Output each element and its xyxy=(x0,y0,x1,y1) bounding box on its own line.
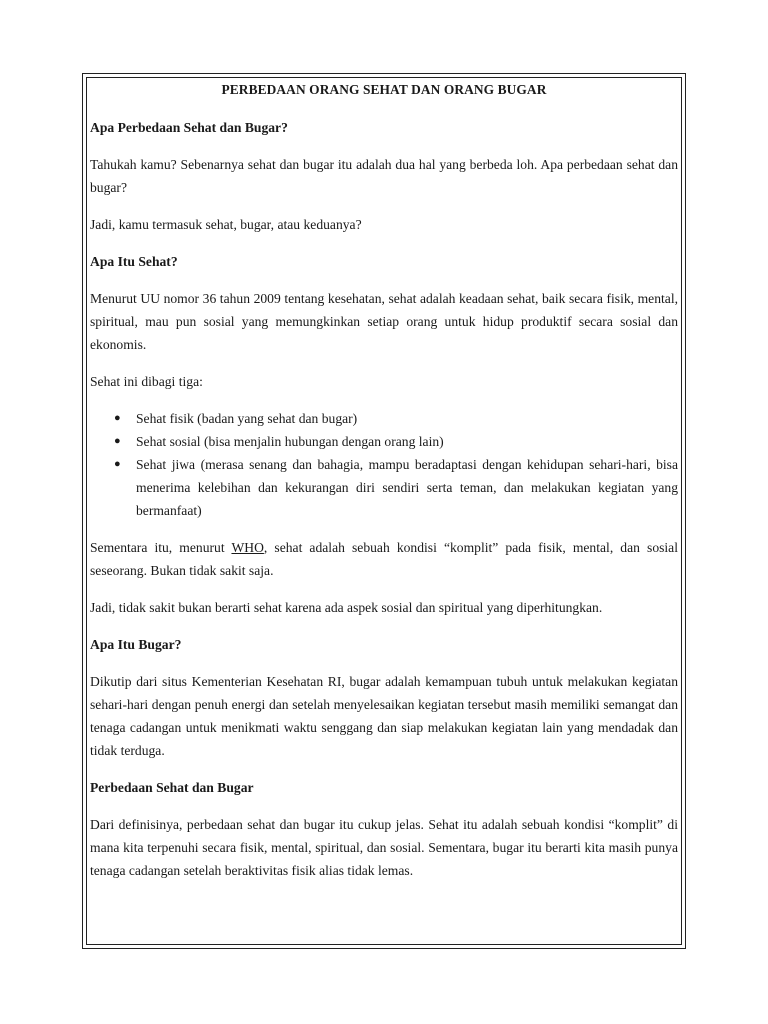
section-heading-sehat: Apa Itu Sehat? xyxy=(90,254,178,269)
paragraph: Sehat ini dibagi tiga: xyxy=(90,374,203,389)
paragraph: Dari definisinya, perbedaan sehat dan bugar itu cukup jelas. Sehat itu adalah sebuah kondisi “komplit” di mana kita terpenuhi secara fisik, mental, spiritual, dan sosial. Sementara, bugar itu berarti kita masih punya tenaga cadangan setelah beraktivitas fisik alias tidak lemas. xyxy=(90,817,678,878)
list-item xyxy=(90,407,678,430)
document-title: PERBEDAAN ORANG SEHAT DAN ORANG BUGAR xyxy=(221,82,547,97)
bullet-list xyxy=(90,407,678,522)
section-heading-difference: Apa Perbedaan Sehat dan Bugar? xyxy=(90,120,288,135)
bullet-icon: ● xyxy=(114,435,121,447)
paragraph: Jadi, tidak sakit bukan berarti sehat karena ada aspek sosial dan spiritual yang diperhitungkan. xyxy=(90,600,603,615)
paragraph: Menurut UU nomor 36 tahun 2009 tentang kesehatan, sehat adalah keadaan sehat, baik secara fisik, mental, spiritual, mau pun sosial yang memungkinkan setiap orang untuk hidup produktif secara sosial dan ekonomis. xyxy=(90,291,678,352)
section-heading-perbedaan: Perbedaan Sehat dan Bugar xyxy=(90,780,254,795)
paragraph: Jadi, kamu termasuk sehat, bugar, atau keduanya? xyxy=(90,217,362,232)
paragraph: Dikutip dari situs Kementerian Kesehatan RI, bugar adalah kemampuan tubuh untuk melakukan kegiatan sehari-hari dengan penuh energi dan setelah menyelesaikan kegiatan tersebut masih memiliki semangat dan tenaga cadangan untuk menikmati waktu senggang dan siap melakukan kegiatan lain yang mendadak dan tidak terduga. xyxy=(90,674,678,758)
list-item xyxy=(90,453,678,522)
bullet-icon: ● xyxy=(114,458,121,470)
list-item xyxy=(90,430,678,453)
list-item-text: Sehat fisik (badan yang sehat dan bugar) xyxy=(136,411,358,426)
list-item-text: Sehat sosial (bisa menjalin hubungan dengan orang lain) xyxy=(136,434,444,449)
list-item-text: Sehat jiwa (merasa senang dan bahagia, mampu beradaptasi dengan kehidupan sehari-hari, bisa menerima kelebihan dan kekurangan diri sendiri serta teman, dan melakukan kegiatan yang bermanfaat) xyxy=(136,457,678,518)
paragraph-text: Sementara itu, menurut xyxy=(90,540,232,555)
who-link[interactable]: WHO xyxy=(231,540,264,555)
section-heading-bugar: Apa Itu Bugar? xyxy=(90,637,182,652)
bullet-icon: ● xyxy=(114,412,121,424)
document-body xyxy=(90,78,678,896)
paragraph: Tahukah kamu? Sebenarnya sehat dan bugar itu adalah dua hal yang berbeda loh. Apa perbedaan sehat dan bugar? xyxy=(90,157,678,195)
paragraph-who xyxy=(90,536,678,582)
paragraph-text: , sehat adalah sebuah kondisi “komplit” pada fisik, mental, dan sosial seseorang. Bukan tidak sakit saja. xyxy=(90,540,678,578)
